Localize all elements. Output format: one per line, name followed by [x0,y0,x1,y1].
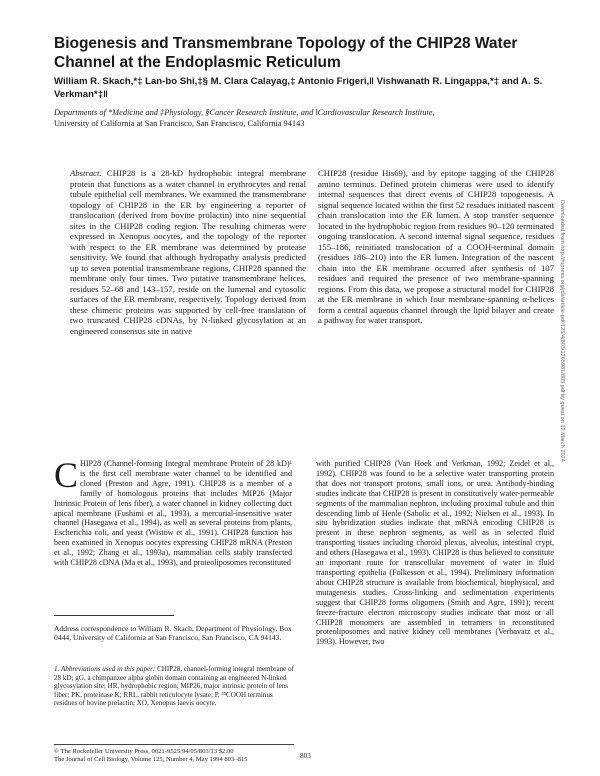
correspondence-note: Address correspondence to William R. Skach, Department of Physiology, Box 0444, University of California at San Francisco, San Francisco, CA 94143. [54,624,292,643]
drop-cap: C [54,455,79,495]
footnote-divider [54,615,174,616]
abstract-text-left: CHIP28 is a 28-kD hydrophobic integral membrane protein that functions as a water channel in erythrocytes and renal tubule epithelial cell membranes. We examined the transmembrane topology of CHIP28 in the ER by engineering a reporter of translocation (derived from bovine prolactin) into nine sequential sites in the CHIP28 coding region. The resulting chimeras were expressed in Xenopus oocytes, and the topology of the reporter with respect to the ER membrane was determined by protease sensitivity. We found that although hydropathy analysis predicted up to seven potential transmembrane regions, CHIP28 spanned the membrane only four times. Two putative transmembrane helices, residues 52–68 and 143–157, reside on the lumenal and cytosolic surfaces of the ER membrane, respectively. Topology derived from these chimeric proteins was supported by cell-free translation of two truncated CHIP28 cDNAs, by N-linked glycosylation at an engineered consensus site in native [70,168,306,336]
affiliation-university: University of California at San Francisco, San Francisco, California 94143 [54,118,305,128]
abstract-left-column [70,168,306,336]
citation-line: The Journal of Cell Biology, Volume 125, Number 4, May 1994 803–815 [54,756,248,763]
footnote-label: 1. Abbreviations used in this paper: [54,665,156,673]
abstract-label: Abstract. [70,168,102,178]
abbreviations-footnote [54,665,294,708]
body-text-left: HIP28 (Channel-forming Integral membrane Protein of 28 kD)¹ is the first cell membrane water channel to be identified and cloned (Preston and Agre, 1991). CHIP28 is a member of a family of homologous proteins that includes MIP26 (Major Intrinsic Protein of lens fiber), a water channel in kidney collecting duct apical membrane (Fushimi et al., 1993), a mercurial-insensitive water channel (Hasegawa et al., 1994), as well as several proteins from plants, Escherichia coli, and yeast (Wistow et al., 1991). CHIP28 function has been examined in Xenopus oocytes expressing CHIP28 mRNA (Preston et al., 1992; Zhang et al., 1993a), mammalian cells stably transfected with CHIP28 cDNA (Ma et al., 1993), and proteoliposomes reconstituted [54,459,292,568]
affiliation [54,108,554,129]
abstract-right-column: CHIP28 (residue His69), and by epitope tagging of the CHIP28 amino terminus. Defined protein chimeras were used to identify internal sequences that direct events of CHIP28 topogenesis. A signal sequence located within the first 52 residues initiated nascent chain translocation into the ER lumen. A stop transfer sequence located in the hydrophobic region from residues 90–120 terminated ongoing translocation. A second internal signal sequence, residues 155–186, reinitiated translocation of a COOH-terminal domain (residues 186–210) into the ER lumen. Integration of the nascent chain into the ER membrane occurred after synthesis of 107 residues and required the presence of two membrane-spanning regions. From this data, we propose a structural model for CHIP28 at the ER membrane in which four membrane-spanning α-helices form a central aqueous channel through the lipid bilayer and create a pathway for water transport. [318,168,554,325]
page-number: 803 [300,752,311,760]
article-title: Biogenesis and Transmembrane Topology of the CHIP28 Water Channel at the Endoplasmic Reticulum [54,35,518,71]
copyright-line: © The Rockefeller University Press, 0021-9525/94/05/803/13 $2.00 [54,748,234,755]
download-side-note [555,200,567,680]
affiliation-departments: Departments of *Medicine and ‡Physiology, §Cancer Research Institute, and ‖Cardiovascular Research Institute, [54,108,435,117]
download-side-note-text: Downloaded from http://rupress.org/jcb/article-pdf/125/4/803/1265981/803.pdf by guest on 12 March 2024 [559,200,565,462]
footnote-text: CHIP28, channel-forming integral membrane of 28 kD; gG, a chimpanzee alpha globin domain containing an engineered N-linked glycosylation site; HR, hydrophobic region; MIP26, major intrinsic protein of lens fiber; PK, proteinase K; RRL, rabbit reticulocyte lysate; P, ³⁵COOH terminus residues of bovine prolactin; XO, Xenopus laevis oocyte. [54,665,294,708]
footer-divider [54,744,294,745]
author-list: William R. Skach,*‡ Lan-bo Shi,‡§ M. Clara Calayag,‡ Antonio Frigeri,‖ Vishwanath R. Lingappa,*‡ and A. S. Verkman*‡‖ [54,76,543,100]
body-left-column [54,455,292,568]
body-right-column: with purified CHIP28 (Van Hoek and Verkman, 1992; Zeidel et al., 1992). CHIP28 was found to be a selective water transporting protein that does not transport protons, small ions, or urea. Antibody-binding studies indicate that CHIP28 is present in constitutively water-permeable segments of the mammalian nephron, including proximal tubule and thin descending limb of Henle (Sabolic et al., 1992; Nielsen et al., 1993). In situ hybridization studies indicate that mRNA encoding CHIP28 is present in these nephron segments, as well as in selected fluid transporting tissues including choroid plexus, alveolus, intestinal crypt, and others (Hasegawa et al., 1993). CHIP28 is thus believed to constitute an important route for transcellular movement of water in fluid transporting epithelia (Folkesson et al., 1994). Preliminary information about CHIP28 structure is available from biochemical, biophysical, and mutagenesis studies. Cross-linking and sedimentation experiments suggest that CHIP28 forms oligomers (Smith and Agre, 1991); recent freeze-fracture electron microscopy studies indicate that most or all CHIP28 monomers are assembled in tetramers in reconstituted proteoliposomes and native kidney cell membranes (Verbavatz et al., 1993). However, two [316,459,554,647]
